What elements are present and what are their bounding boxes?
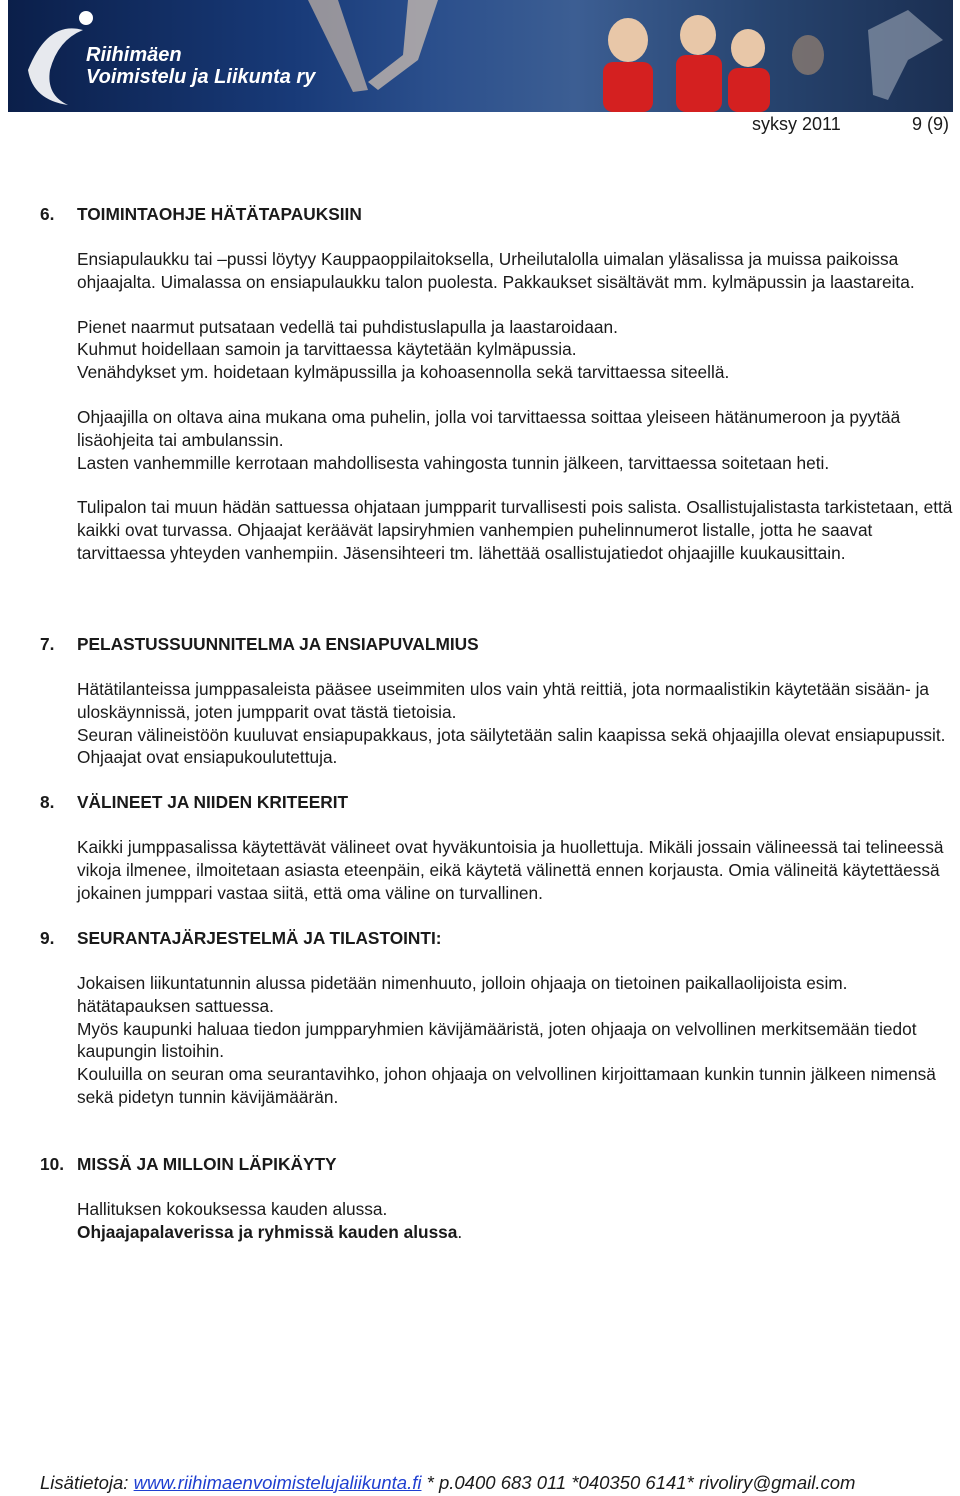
section-title: PELASTUSSUUNNITELMA JA ENSIAPUVALMIUS [77,634,479,654]
section-heading [40,202,956,226]
website-link[interactable]: www.riihimaenvoimistelujaliikunta.fi [133,1472,422,1493]
section-title: TOIMINTAOHJE HÄTÄTAPAUKSIIN [77,204,362,224]
text-line: Lasten vanhemmille kerrotaan mahdollisesta vahingosta tunnin jälkeen, tarvittaessa soitetaan heti. [77,452,830,473]
section-7 [40,632,956,769]
text-period: . [457,1221,463,1242]
section-heading [40,790,956,814]
section-10 [40,1152,956,1244]
season-label: syksy 2011 [752,114,841,134]
text-line: Ohjaajilla on oltava aina mukana oma puhelin, jolla voi tarvittaessa soittaa yleiseen hätänumeroon ja pyytää lisäohjeita tai ambulanssin. [77,406,901,450]
section-heading [40,926,956,950]
section-title: VÄLINEET JA NIIDEN KRITEERIT [77,792,349,812]
paragraph [77,972,956,1109]
logo-dot-icon [79,11,93,25]
text-line: Kaikki jumppasalissa käytettävät välineet ovat hyväkuntoisia ja huollettuja. Mikäli jossain välineessä tai telineessä vikoja ilmenee, ilmoitetaan asiasta eteenpäin, eikä käytetä välinettä ennen korjausta. Omia välineitä käytettäessä jokainen jumppari vastaa siitä, että oma väline on turvallinen. [77,837,944,903]
paragraph [77,248,956,294]
text-line: Venähdykset ym. hoidetaan kylmäpussilla ja kohoasennolla sekä tarvittaessa siteellä. [77,362,730,383]
text-line: Ensiapulaukku tai –pussi löytyy Kauppaoppilaitoksella, Urheilutalolla uimalan yläsalissa ja muissa paikoissa ohjaajalta. Uimalassa on ensiapulaukku talon puolesta. Pakkaukset sisältävät mm. kylmäpussin ja laastareita. [77,249,915,292]
logo-title: Riihimäen [86,44,182,66]
footer-label: Lisätietoja: [40,1472,134,1493]
text-line: Pienet naarmut putsataan vedellä tai puhdistuslapulla ja laastaroidaan. [77,316,618,337]
header-banner [8,0,953,112]
paragraph [77,678,956,769]
section-number: 7. [40,634,55,654]
text-line: Jokaisen liikuntatunnin alussa pidetään nimenhuuto, jolloin ohjaaja on tietoinen paikallaolijoista esim. hätätapauksen sattuessa. [77,973,848,1016]
section-9 [40,926,956,1109]
page-number: 9 (9) [912,114,950,134]
logo-swoosh-icon [28,28,83,105]
logo-subtitle: Voimistelu ja Liikunta ry [86,66,316,88]
section-title: MISSÄ JA MILLOIN LÄPIKÄYTY [77,1154,337,1174]
section-title: SEURANTAJÄRJESTELMÄ JA TILASTOINTI: [77,928,442,948]
section-heading [40,632,956,656]
paragraph [77,836,956,904]
section-number: 10. [40,1154,65,1174]
paragraph [77,316,956,384]
text-line: Kuhmut hoidellaan samoin ja tarvittaessa käytetään kylmäpussia. [77,339,577,360]
text-line [77,1221,956,1244]
paragraph [77,1198,956,1244]
text-line: Hallituksen kokouksessa kauden alussa. [77,1199,388,1219]
text-line: Hätätilanteissa jumppasaleista pääsee useimmiten ulos vain yhtä reittiä, jota normaalistikin käytetään sisään- ja uloskäynnissä, joten jumpparit ovat tästä tietoisia. [77,679,930,722]
footer-contacts: * p.0400 683 011 *040350 6141* rivoliry@gmail.com [421,1472,856,1493]
section-6 [40,202,956,565]
bold-text: Ohjaajapalaverissa ja ryhmissä kauden alussa [77,1221,458,1242]
section-number: 6. [40,204,55,224]
section-number: 9. [40,928,55,948]
section-8 [40,790,956,904]
paragraph [77,496,956,564]
text-line: Kouluilla on seuran oma seurantavihko, johon ohjaaja on velvollinen kirjoittamaan kunkin tunnin jälkeen nimensä sekä pidetyn tunnin kävijämäärän. [77,1064,936,1107]
section-number: 8. [40,792,55,812]
text-line: Myös kaupunki haluaa tiedon jumpparyhmien kävijämääristä, joten ohjaaja on velvollinen merkitsemään tiedot kaupungin listoihin. [77,1018,917,1062]
text-line: Tulipalon tai muun hädän sattuessa ohjataan jumpparit turvallisesti pois salista. Osallistujalistasta tarkistetaan, että kaikki ovat turvassa. Ohjaajat keräävät lapsiryhmien vanhempien puhelinnumerot listalle, jotta he saavat tarvittaessa yhteyden vanhempiin. Jäsensihteeri tm. lähettää osallistujatiedot ohjaajille kuukausittain. [77,497,953,563]
paragraph [77,406,956,474]
footer [40,1472,855,1494]
text-line: Seuran välineistöön kuuluvat ensiapupakkaus, jota säilytetään salin kaapissa sekä ohjaajilla olevat ensiapupussit. Ohjaajat ovat ensiapukoulutettuja. [77,724,946,768]
section-heading [40,1152,956,1176]
